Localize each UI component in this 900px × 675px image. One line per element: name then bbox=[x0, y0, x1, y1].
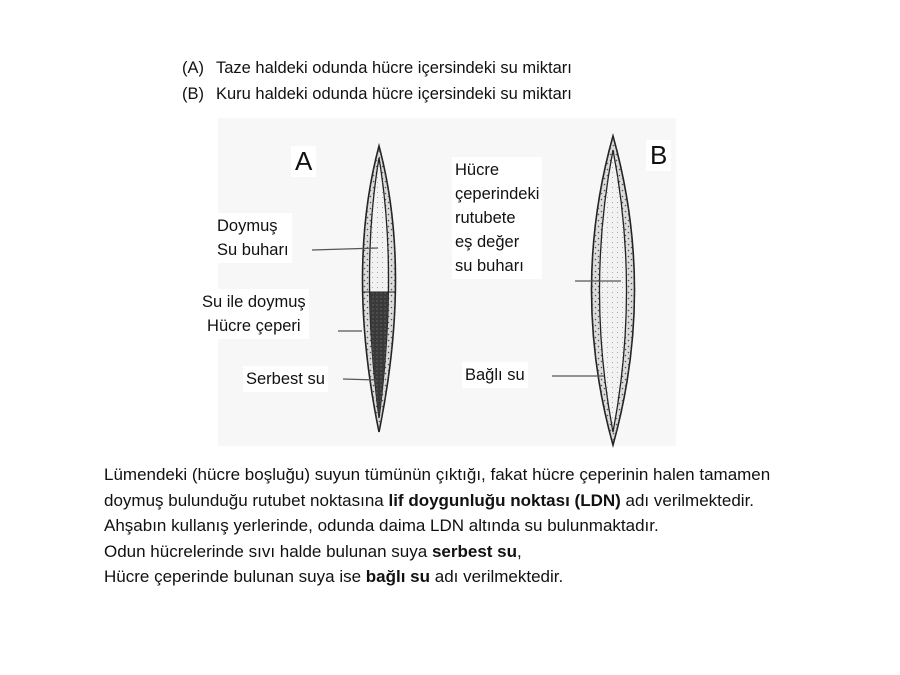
letter-a: A bbox=[291, 146, 316, 177]
label-saturated-wall bbox=[199, 289, 309, 339]
label-free-water: Serbest su bbox=[243, 366, 328, 392]
heading-marker-a: (A) bbox=[182, 59, 204, 77]
label-saturated-vapor-line-1: Doymuş bbox=[217, 217, 278, 235]
label-equivalent-vapor-line-3: rutubete bbox=[455, 209, 516, 227]
paragraph-bound-water-post: adı verilmektedir. bbox=[430, 567, 564, 586]
paragraph-ldn bbox=[104, 462, 824, 513]
label-saturated-wall-line-2: Hücre çeperi bbox=[207, 317, 301, 335]
letter-b: B bbox=[646, 140, 671, 171]
label-equivalent-vapor-line-1: Hücre bbox=[455, 161, 500, 179]
label-equivalent-vapor bbox=[452, 157, 542, 279]
label-equivalent-vapor-line-4: eş değer bbox=[455, 233, 520, 251]
paragraph-ldn-pre: Lümendeki (hücre boşluğu) suyun tümünün çıktığı, fakat hücre çeperinin halen tamamen doymuş bulunduğu rutubet noktasına bbox=[104, 465, 771, 510]
label-equivalent-vapor-line-5: su buharı bbox=[455, 257, 524, 275]
explanation-text bbox=[104, 462, 824, 590]
cell-a bbox=[355, 146, 405, 432]
heading-marker-b: (B) bbox=[182, 85, 204, 103]
paragraph-usage: Ahşabın kullanış yerlerinde, odunda daima LDN altında su bulunmaktadır. bbox=[104, 516, 659, 535]
paragraph-ldn-post: adı verilmektedir. bbox=[620, 490, 755, 510]
paragraph-free-water-post: , bbox=[517, 541, 522, 561]
paragraph-bound-water-term: bağlı su bbox=[365, 567, 431, 586]
label-saturated-vapor-line-2: Su buharı bbox=[217, 241, 289, 259]
paragraph-ldn-term: lif doygunluğu noktası (LDN) bbox=[388, 490, 621, 510]
label-saturated-vapor bbox=[214, 213, 292, 263]
paragraph-free-water-term: serbest su bbox=[431, 541, 517, 561]
heading-text-b: Kuru haldeki odunda hücre içersindeki su miktarı bbox=[216, 85, 572, 103]
cell-b bbox=[592, 136, 635, 445]
label-equivalent-vapor-line-2: çeperindeki bbox=[455, 185, 540, 203]
paragraph-free-water-pre: Odun hücrelerinde sıvı halde bulunan suya bbox=[104, 541, 432, 561]
paragraph-bound-water bbox=[104, 564, 824, 590]
heading-text-a: Taze haldeki odunda hücre içersindeki su miktarı bbox=[216, 59, 572, 77]
label-saturated-wall-line-1: Su ile doymuş bbox=[202, 293, 306, 311]
label-bound-water: Bağlı su bbox=[462, 362, 528, 388]
paragraph-free-water bbox=[104, 539, 824, 565]
paragraph-bound-water-pre: Hücre çeperinde bulunan suya ise bbox=[104, 567, 366, 586]
